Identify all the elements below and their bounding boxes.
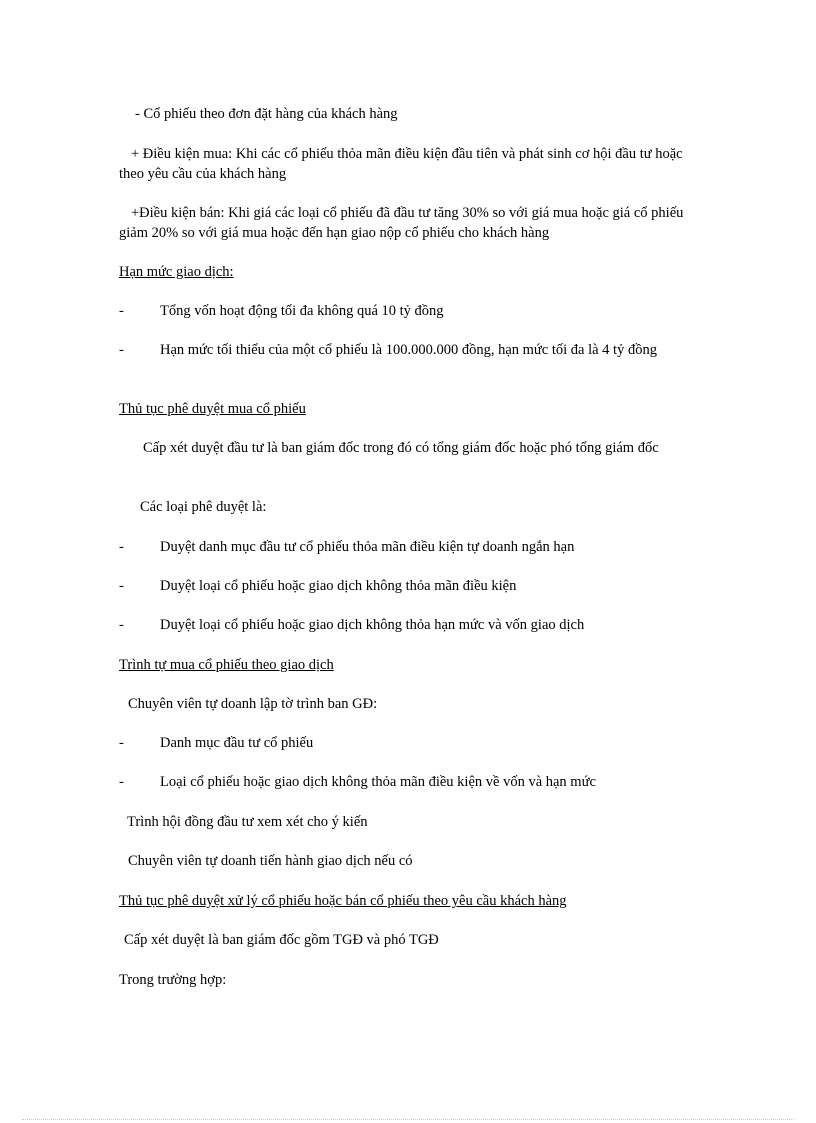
- bullet-dash: -: [119, 539, 124, 555]
- bullet-approve-over-limit: [119, 615, 699, 635]
- bullet-dash: -: [119, 617, 124, 633]
- bullet-dash: -: [119, 735, 124, 751]
- bullet-text: Tổng vốn hoạt động tối đa không quá 10 tỷ đồng: [160, 303, 444, 319]
- bullet-dash: -: [119, 774, 124, 790]
- bullet-text: Loại cổ phiếu hoặc giao dịch không thỏa mãn điều kiện về vốn và hạn mức: [160, 774, 596, 790]
- bullet-text: Duyệt loại cổ phiếu hoặc giao dịch không thỏa hạn mức và vốn giao dịch: [160, 617, 585, 633]
- bullet-dash: -: [119, 578, 124, 594]
- heading-purchase-sequence: Trình tự mua cổ phiếu theo giao dịch: [119, 657, 334, 673]
- bullet-text: Hạn mức tối thiểu của một cổ phiếu là 100.000.000 đồng, hạn mức tối đa là 4 tỷ đồng: [160, 342, 657, 358]
- bullet-portfolio-list: [119, 733, 699, 753]
- paragraph-buy-condition: + Điều kiện mua: Khi các cổ phiếu thỏa mãn điều kiện đầu tiên và phát sinh cơ hội đầu tư hoặc theo yêu cầu của khách hàng: [119, 146, 683, 182]
- bullet-dash: -: [119, 303, 124, 319]
- paragraph-board-review: Trình hội đồng đầu tư xem xét cho ý kiến: [127, 814, 368, 830]
- paragraph-specialist-report: Chuyên viên tự doanh lập tờ trình ban GĐ:: [128, 696, 378, 712]
- paragraph-in-case: Trong trường hợp:: [119, 972, 227, 988]
- heading-purchase-approval: Thủ tục phê duyệt mua cổ phiếu: [119, 401, 306, 417]
- paragraph-customer-order: - Cổ phiếu theo đơn đặt hàng của khách hàng: [135, 106, 398, 122]
- paragraph-execute-trade: Chuyên viên tự doanh tiến hành giao dịch nếu có: [128, 853, 413, 869]
- page-bottom-divider: [22, 1119, 794, 1120]
- paragraph-approval-types: Các loại phê duyệt là:: [140, 499, 267, 515]
- paragraph-sell-approval-level: Cấp xét duyệt là ban giám đốc gồm TGĐ và phó TGĐ: [124, 932, 439, 948]
- bullet-text: Danh mục đầu tư cổ phiếu: [160, 735, 314, 751]
- bullet-minimum-limit: [119, 340, 699, 360]
- heading-sell-approval: Thủ tục phê duyệt xử lý cổ phiếu hoặc bán cổ phiếu theo yêu cầu khách hàng: [119, 893, 567, 909]
- bullet-approve-portfolio: [119, 537, 699, 557]
- bullet-text: Duyệt loại cổ phiếu hoặc giao dịch không thỏa mãn điều kiện: [160, 578, 517, 594]
- bullet-total-capital: [119, 301, 699, 321]
- bullet-approve-nonconforming: [119, 576, 699, 596]
- bullet-text: Duyệt danh mục đầu tư cổ phiếu thỏa mãn điều kiện tự doanh ngắn hạn: [160, 539, 575, 555]
- paragraph-approval-level: Cấp xét duyệt đầu tư là ban giám đốc trong đó có tổng giám đốc hoặc phó tổng giám đốc: [143, 440, 659, 456]
- bullet-dash: -: [119, 342, 124, 358]
- heading-trading-limit: Hạn mức giao dịch:: [119, 264, 234, 280]
- bullet-nonconforming-capital: [119, 772, 699, 792]
- paragraph-sell-condition: +Điều kiện bán: Khi giá các loại cổ phiếu đã đầu tư tăng 30% so với giá mua hoặc giá cổ phiếu giảm 20% so với giá mua hoặc đến hạn giao nộp cổ phiếu cho khách hàng: [119, 205, 684, 241]
